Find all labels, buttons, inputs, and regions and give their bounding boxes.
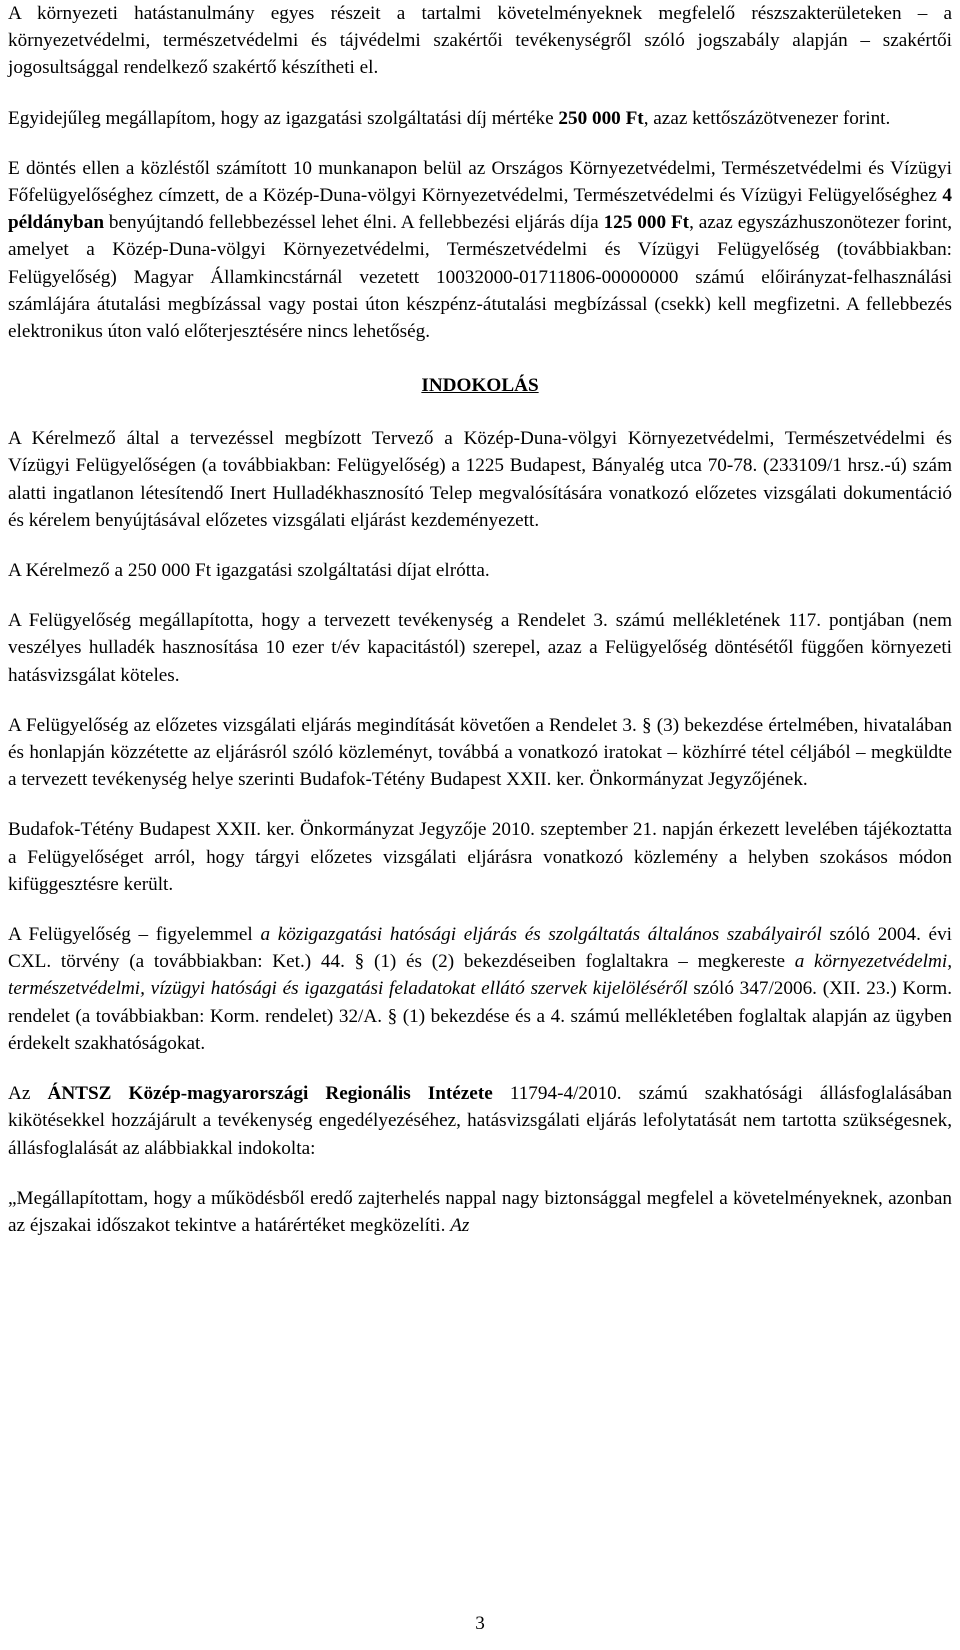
paragraph-authorities-contacted bbox=[8, 921, 952, 1057]
paragraph-notary-letter: Budafok-Tétény Budapest XXII. ker. Önkormányzat Jegyzője 2010. szeptember 21. napján érkezett levelében tájékoztatta a Felügyelőséget arról, hogy tárgyi előzetes vizsgálati eljárásra vonatkozó közlemény a helyben szokásos módon kifüggesztésre került. bbox=[8, 819, 952, 895]
text-segment: benyújtandó fellebbezéssel lehet élni. A fellebbezési eljárás díja bbox=[103, 212, 604, 234]
decree-title-italic: a környezetvédelmi, természetvédelmi, vízügyi hatósági és igazgatási feladatokat ellátó szervek kijelöléséről bbox=[8, 951, 952, 1000]
text-segment: , azaz egyszázhuszonötezer forint, amelyet a Közép-Duna-völgyi Környezetvédelmi, Természetvédelmi és Vízügyi Felügyelőség (továbbiakban: Felügyelőség) Magyar Államkincstárnál vezetett 10032000-01711806-00000000 számú előirányzat-felhasználási számlájára átutalási megbízással vagy postai úton készpénz-átutalási megbízással (csekk) kell megfizetni. A fellebbezés elektronikus úton való előterjesztésére nincs lehetőség. bbox=[8, 212, 952, 343]
text-segment: Egyidejűleg megállapítom, hogy az igazgatási szolgáltatási díj mértéke bbox=[8, 107, 559, 129]
authority-name: ÁNTSZ Közép-magyarországi Regionális Intézete bbox=[47, 1083, 493, 1105]
paragraph-application: A Kérelmező által a tervezéssel megbízott Tervező a Közép-Duna-völgyi Környezetvédelmi, Természetvédelmi és Vízügyi Felügyelőségen (a továbbiakban: Felügyelőség) a 1225 Budapest, Bányalég utca 70-78. (233109/1 hrsz.-ú) szám alatti ingatlanon létesítendő Inert Hulladékhasznosító Telep megvalósítására vonatkozó előzetes vizsgálati dokumentáció és kérelem benyújtásával előzetes vizsgálati eljárást kezdeményezett. bbox=[8, 428, 952, 531]
paragraph-fee-paid: A Kérelmező a 250 000 Ft igazgatási szolgáltatási díjat elrótta. bbox=[8, 560, 490, 582]
text-segment: Az bbox=[8, 1083, 48, 1105]
paragraph-expert-statement: A környezeti hatástanulmány egyes részeit a tartalmi követelményeknek megfelelő részszakterületeken – a környezetvédelmi, természetvédelmi és tájvédelmi szakértői tevékenységről szóló jogszabály alapján – szakértői jogosultsággal rendelkező szakértő készítheti el. bbox=[8, 3, 952, 79]
paragraph-service-fee bbox=[8, 105, 952, 132]
paragraph-quote bbox=[8, 1185, 952, 1239]
page-number: 3 bbox=[475, 1613, 485, 1634]
text-segment: A Felügyelőség – figyelemmel bbox=[8, 924, 261, 946]
document-page bbox=[8, 0, 952, 1239]
paragraph-antsz-opinion bbox=[8, 1080, 952, 1162]
section-heading-justification: INDOKOLÁS bbox=[421, 375, 539, 397]
paragraph-appeal bbox=[8, 155, 952, 345]
text-segment: „Megállapítottam, hogy a működésből eredő zajterhelés nappal nagy biztonsággal megfelel a követelményeknek, azonban az éjszakai időszakot tekintve a határértéket megközelíti. bbox=[8, 1187, 952, 1236]
text-segment: szóló 347/2006. (XII. 23.) Korm. rendelet (a továbbiakban: Korm. rendelet) 32/A. § (1) bekezdése és a 4. számú mellékletében foglaltak alapján az ügyben érdekelt szakhatóságokat. bbox=[8, 978, 952, 1054]
appeal-fee-amount: 125 000 Ft bbox=[603, 212, 690, 234]
copies-count: 4 példányban bbox=[8, 185, 952, 234]
text-segment: , azaz kettőszázötvenezer forint. bbox=[643, 107, 891, 129]
quote-continuation-italic: Az bbox=[450, 1214, 470, 1236]
text-segment: szóló 2004. évi CXL. törvény (a továbbiakban: Ket.) 44. § (1) és (2) bekezdéseiben foglaltakra – megkereste bbox=[8, 924, 952, 973]
paragraph-publication: A Felügyelőség az előzetes vizsgálati eljárás megindítását követően a Rendelet 3. § (3) bekezdése értelmében, hivatalában és honlapján közzétette az eljárásról szóló közleményt, továbbá a vonatkozó iratokat – közhírré tétel céljából – megküldte a tervezett tevékenység helye szerinti Budafok-Tétény Budapest XXII. ker. Önkormányzat Jegyzőjének. bbox=[8, 714, 952, 791]
law-title-italic: a közigazgatási hatósági eljárás és szolgáltatás általános szabályairól bbox=[260, 924, 822, 946]
fee-amount: 250 000 Ft bbox=[558, 107, 644, 129]
text-segment: E döntés ellen a közléstől számított 10 munkanapon belül az Országos Környezetvédelmi, Természetvédelmi és Vízügyi Főfelügyelőséghez címzett, de a Közép-Duna-völgyi Környezetvédelmi, Természetvédelmi és Vízügyi Felügyelőséghez bbox=[8, 157, 952, 207]
text-segment: 11794-4/2010. számú szakhatósági állásfoglalásában kikötésekkel hozzájárult a tevékenység engedélyezéséhez, hatásvizsgálati eljárás lefolytatását nem tartotta szükségesnek, állásfoglalását az alábbiakkal indokolta: bbox=[8, 1083, 953, 1159]
paragraph-activity-classification: A Felügyelőség megállapította, hogy a tervezett tevékenység a Rendelet 3. számú mellékletének 117. pontjában (nem veszélyes hulladék hasznosítása 10 ezer t/év kapacitástól) szerepel, azaz a Felügyelőség döntésétől függően környezeti hatásvizsgálat köteles. bbox=[8, 610, 952, 686]
